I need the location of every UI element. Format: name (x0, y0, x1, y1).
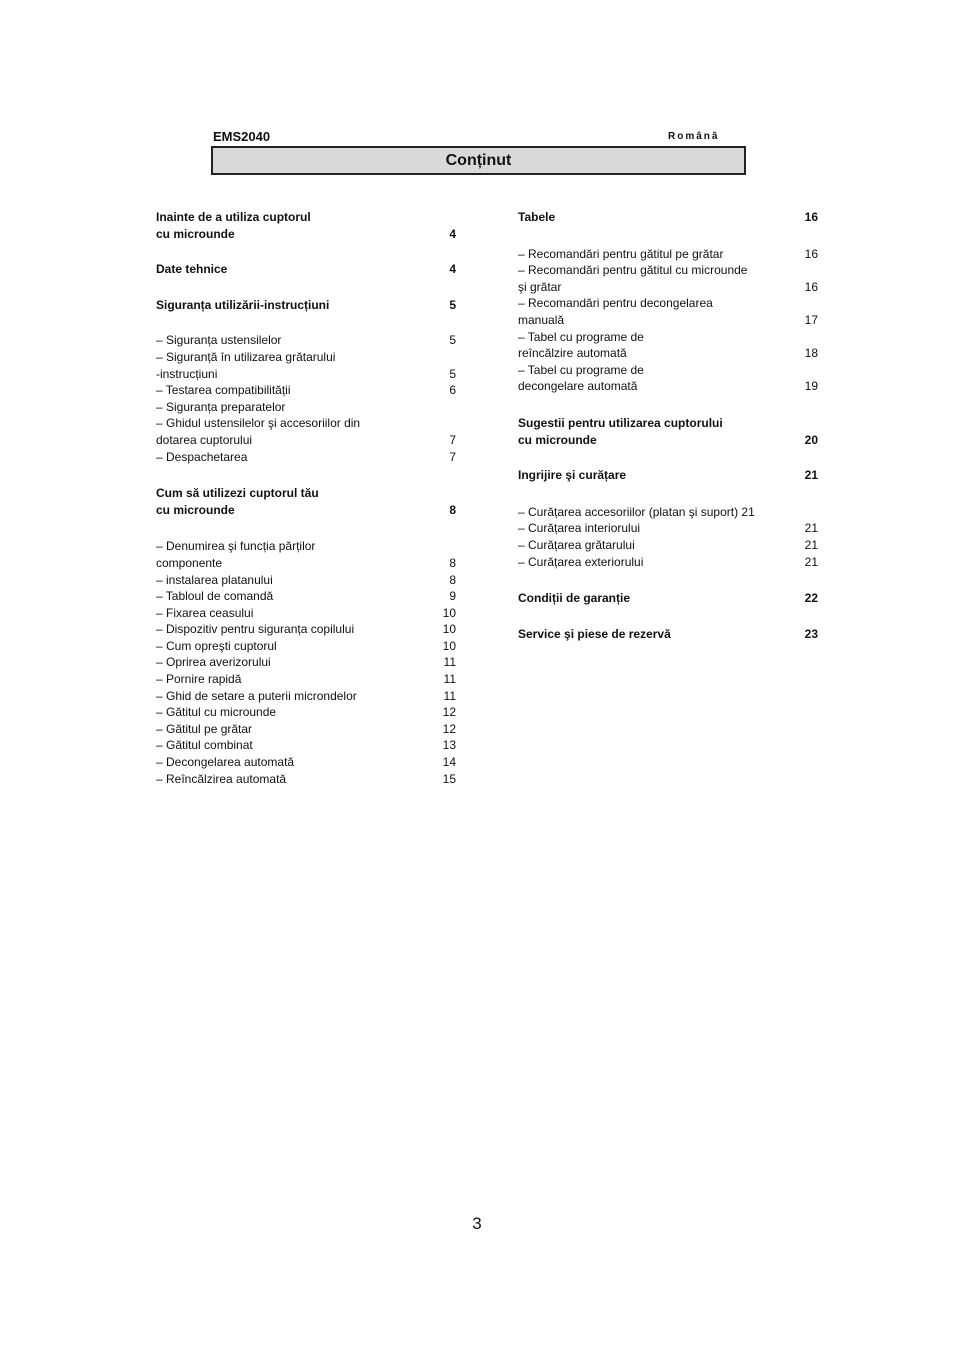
toc-entry (156, 771, 456, 788)
toc-entry (156, 415, 456, 448)
toc-entry-text: – Despachetarea (156, 449, 248, 464)
toc-entry-text: – Gătitul combinat (156, 738, 253, 753)
toc-entry-page: 20 (804, 432, 818, 447)
toc-entry (156, 754, 456, 771)
toc-entry (518, 415, 818, 448)
toc-entry-text: Siguranța utilizării-instrucțiuni (156, 297, 330, 312)
toc-entry (156, 485, 456, 518)
toc-entry (518, 209, 818, 226)
toc-entry-text: – Testarea compatibilității (156, 383, 291, 398)
toc-entry-page: 7 (449, 449, 456, 464)
toc-entry-page: 18 (804, 346, 818, 361)
language-label: Română (668, 131, 720, 142)
toc-entry-text: – Tabel cu programe de decongelare automată (518, 362, 644, 394)
toc-entry-text: – Cum opreşti cuptorul (156, 638, 277, 653)
toc-entry-page: 11 (443, 688, 456, 703)
toc-entry-page: 11 (443, 655, 456, 670)
toc-entry-page: 10 (442, 605, 456, 620)
toc-entry (156, 588, 456, 605)
toc-entry (156, 621, 456, 638)
toc-entry (156, 721, 456, 738)
toc-entry-page: 5 (449, 297, 456, 312)
toc-entry (156, 399, 456, 416)
toc-entry-page: 4 (449, 226, 456, 241)
toc-entry-text: – Recomandări pentru gătitul cu microunde şi grătar (518, 263, 748, 294)
toc-entry (156, 605, 456, 622)
toc-entry-page: 15 (442, 771, 456, 786)
toc-entry-page: 19 (804, 379, 818, 394)
toc-entry-text: – Siguranța ustensilelor (156, 333, 282, 348)
toc-entry-text: – Tabloul de comandă (156, 589, 274, 604)
toc-entry (156, 449, 456, 466)
toc-entry-page: 21 (804, 554, 818, 569)
toc-entry-page: 21 (804, 468, 818, 483)
toc-entry-text: – Curățarea grătarului (518, 537, 635, 552)
toc-entry-page: 16 (804, 246, 818, 261)
toc-entry (518, 467, 818, 484)
toc-entry-text: – Dispozitiv pentru siguranța copilului (156, 622, 355, 637)
toc-entry-text: – Siguranță în utilizarea grătarului -instrucțiuni (156, 349, 336, 381)
toc-entry-text: Service şi piese de rezervă (518, 626, 671, 641)
toc-entry (156, 737, 456, 754)
toc-entry (518, 537, 818, 554)
toc-entry-text: – Recomandări pentru decongelarea manuală (518, 296, 713, 327)
toc-entry-page: 21 (804, 537, 818, 552)
toc-entry (156, 704, 456, 721)
toc-entry (156, 261, 456, 278)
toc-entry (518, 362, 818, 395)
toc-entry-text: – instalarea platanului (156, 572, 273, 587)
toc-entry-text: Cum să utilizezi cuptorul tău cu microunde (156, 486, 319, 517)
toc-entry-page: 7 (449, 432, 456, 447)
toc-entry (518, 590, 818, 607)
toc-entry-page: 22 (804, 591, 818, 606)
toc-entry-page: 16 (804, 210, 818, 224)
toc-entry (518, 246, 818, 263)
toc-entry-text: Inainte de a utiliza cuptorul cu microunde (156, 210, 311, 241)
toc-entry (156, 332, 456, 349)
toc-entry (156, 654, 456, 671)
toc-entry (518, 520, 818, 537)
toc-entry-page: 8 (449, 502, 456, 517)
toc-entry (518, 554, 818, 571)
toc-entry (156, 671, 456, 688)
toc-entry-page: 6 (449, 383, 456, 398)
toc-entry-text: – Curățarea exteriorului (518, 554, 644, 569)
toc-entry (156, 297, 456, 314)
page-title: Conținut (211, 146, 746, 175)
toc-entry-text: – Denumirea şi funcția părților componente (156, 539, 316, 570)
toc-entry-text: Tabele (518, 210, 556, 224)
model-code: EMS2040 (213, 129, 271, 144)
toc-entry-text: – Gătitul pe grătar (156, 721, 253, 736)
toc-entry-text: – Curățarea interiorului (518, 521, 641, 536)
toc-entry-text: – Decongelarea automată (156, 755, 295, 770)
toc-entry (518, 295, 818, 328)
toc-entry-text: – Ghidul ustensilelor şi accesoriilor din dotarea cuptorului (156, 416, 361, 447)
toc-entry-page: 23 (804, 626, 818, 641)
toc-entry (156, 209, 456, 242)
toc-entry-page: 10 (442, 622, 456, 637)
toc-entry-text: – Siguranța preparatelor (156, 399, 286, 414)
toc-entry-page: 12 (442, 721, 456, 736)
toc-entry (156, 688, 456, 705)
page-number: 3 (472, 1214, 482, 1233)
toc-entry-page: 5 (449, 366, 456, 381)
toc-entry-page: 12 (442, 705, 456, 720)
toc-entry-page: 11 (443, 672, 456, 687)
toc-entry-page: 16 (804, 279, 818, 294)
toc-left-column (156, 209, 456, 787)
toc-entry-text: – Recomandări pentru gătitul pe grătar (518, 246, 724, 261)
toc-entry-text: Sugestii pentru utilizarea cuptorului cu microunde (518, 415, 723, 447)
toc-entry-text: Ingrijire şi curățare (518, 468, 627, 483)
toc-right-column (518, 209, 818, 642)
toc-entry-text: – Pornire rapidă (156, 672, 242, 687)
toc-entry-text: – Fixarea ceasului (156, 605, 254, 620)
toc-entry (518, 626, 818, 643)
toc-entry-page: 5 (449, 333, 456, 348)
toc-entry (518, 262, 818, 295)
toc-entry-page: 10 (442, 638, 456, 653)
toc-entry-text: – Oprirea averizorului (156, 655, 271, 670)
toc-entry (156, 638, 456, 655)
toc-entry-text: – Curățarea accesoriilor (platan şi suport) 21 (518, 504, 755, 519)
toc-entry-page: 8 (449, 572, 456, 587)
toc-entry (156, 349, 456, 382)
toc-entry-page: 13 (442, 738, 456, 753)
toc-entry-page: 14 (442, 755, 456, 770)
toc-entry-text: – Reîncălzirea automată (156, 771, 287, 786)
toc-entry-page: 4 (449, 262, 456, 277)
toc-entry-text: – Gătitul cu microunde (156, 705, 277, 720)
toc-entry (518, 329, 818, 362)
toc-entry-page: 8 (449, 555, 456, 570)
toc-entry-text: – Ghid de setare a puterii microndelor (156, 688, 357, 703)
toc-entry (156, 572, 456, 589)
toc-entry-page: 17 (804, 312, 818, 327)
toc-entry (156, 382, 456, 399)
toc-entry (518, 504, 818, 521)
toc-entry-page: 9 (449, 589, 456, 604)
toc-entry-text: Date tehnice (156, 262, 228, 277)
toc-entry (156, 538, 456, 571)
toc-entry-text: Condiții de garanție (518, 591, 631, 606)
toc-entry-page: 21 (804, 521, 818, 536)
toc-entry-text: – Tabel cu programe de reîncălzire automată (518, 329, 644, 361)
